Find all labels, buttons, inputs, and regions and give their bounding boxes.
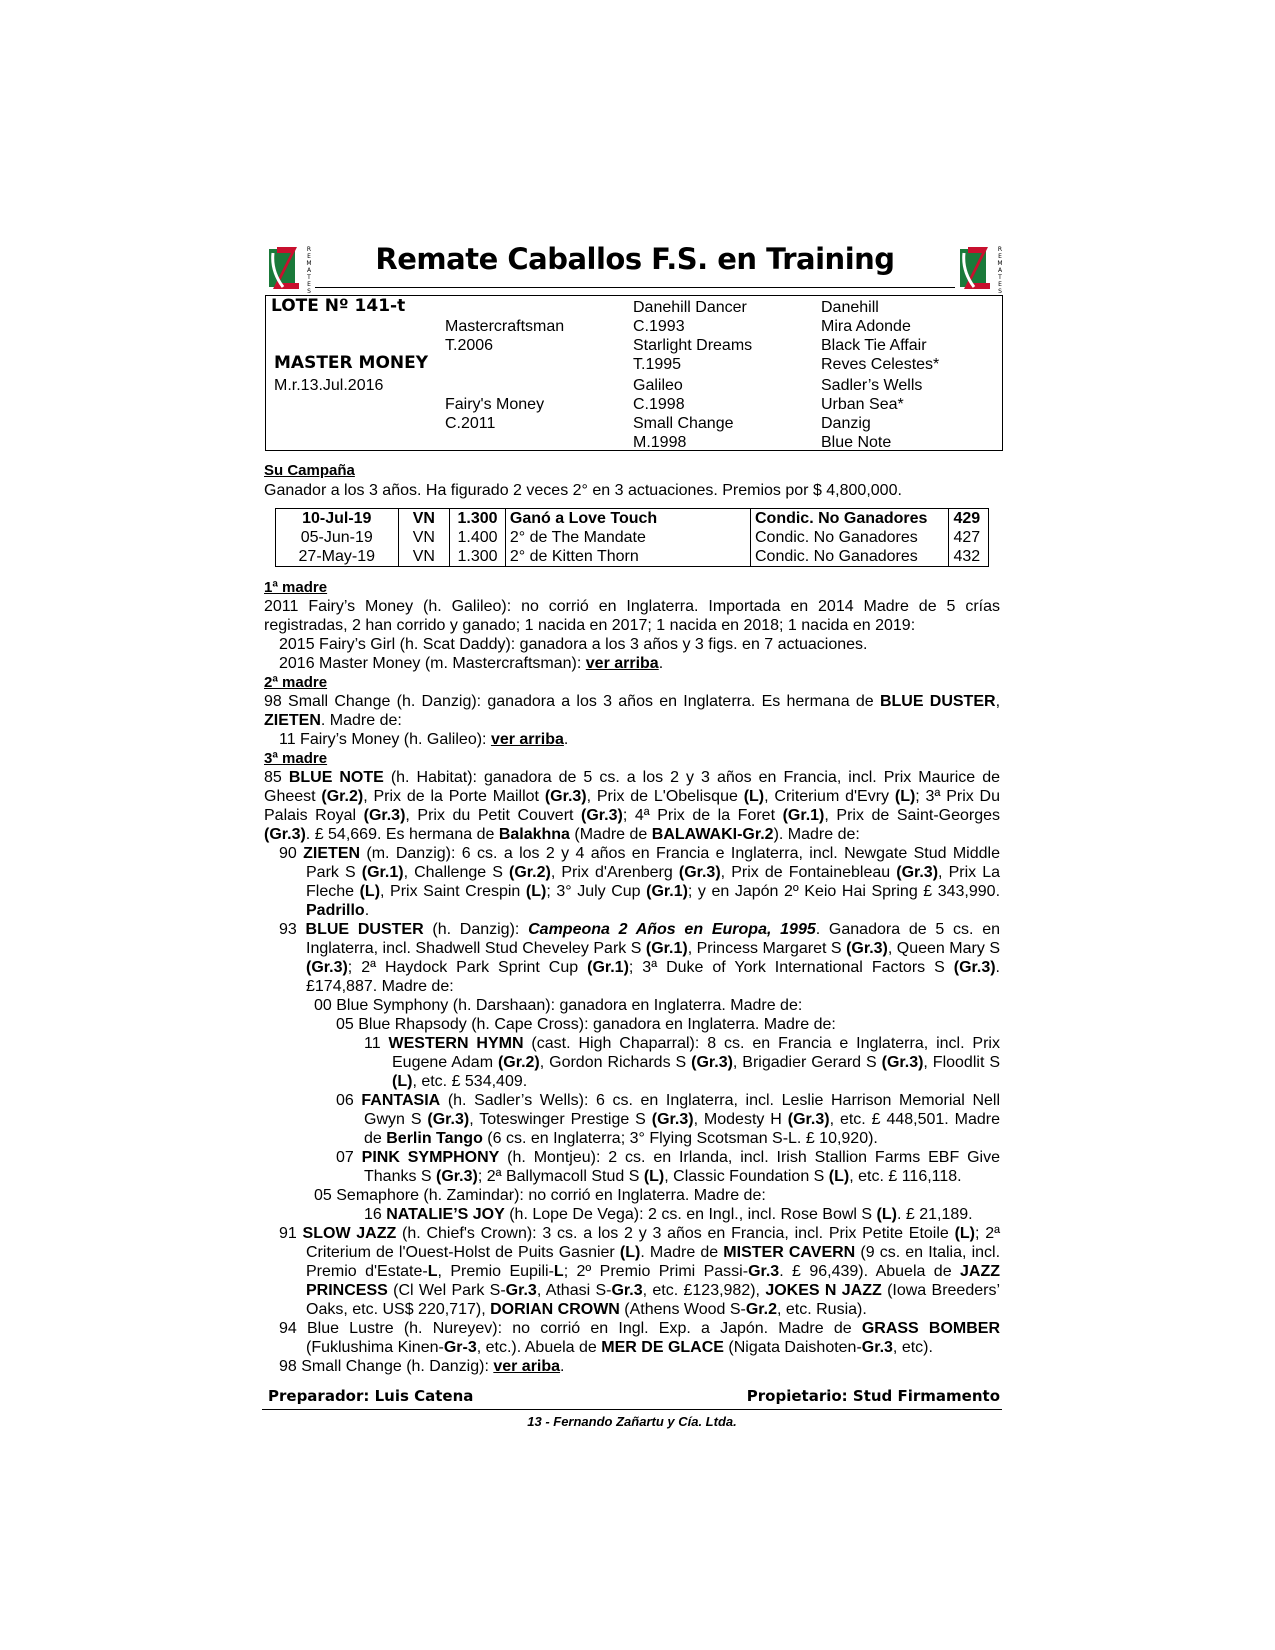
emphasis-text: (Gr.3) — [896, 864, 939, 881]
pedigree-paragraph — [264, 1319, 1000, 1357]
body-text: , Prix Saint Crespin — [380, 883, 526, 900]
body-text: 00 Blue Symphony (h. Darshaan): ganadora en Inglaterra. Madre de: — [314, 997, 803, 1014]
emphasis-text: Gr.3 — [748, 1263, 780, 1280]
horse-birth: M.r.13.Jul.2016 — [274, 377, 384, 394]
emphasis-text: FANTASIA — [361, 1092, 441, 1109]
section-heading — [264, 673, 1000, 692]
campaign-summary: Ganador a los 3 años. Ha figurado 2 veces 2° en 3 actuaciones. Premios por $ 4,800,000. — [264, 482, 902, 499]
pedigree-paragraph — [264, 730, 1000, 749]
pedigree-box — [265, 295, 1003, 451]
owner-label: Propietario: Stud Firmamento — [746, 1387, 1000, 1405]
emphasis-text: (L) — [392, 1073, 413, 1090]
body-text: (6 cs. en Inglaterra; 3° Flying Scotsman S-L. £ 10,920). — [482, 1130, 878, 1147]
body-text: , etc). — [892, 1339, 933, 1356]
body-text: (m. Danzig): 6 cs. a los 2 y 4 años en Francia e Inglaterra, incl. Newgate Stud Middle Park S — [306, 845, 1000, 881]
zz-logo — [956, 243, 1010, 293]
pedigree-paragraph — [264, 1034, 1000, 1091]
body-text: , etc. £ 448,501. Madre de — [364, 1111, 1000, 1147]
campaign-heading: Su Campaña — [264, 462, 355, 479]
sire-name: Mastercraftsman — [445, 318, 565, 335]
emphasis-text: Gr-3 — [443, 1339, 477, 1356]
body-text: (Athens Wood S- — [619, 1301, 746, 1318]
emphasis-text: (L) — [894, 788, 916, 805]
race-result: Ganó a Love Touch — [505, 509, 750, 529]
body-text: , Queen Mary S — [887, 940, 1000, 957]
granddam-1: Starlight Dreams — [633, 337, 753, 354]
race-track: VN — [398, 528, 450, 547]
body-text: , Premio Eupili- — [437, 1263, 554, 1280]
emphasis-text: L — [553, 1263, 564, 1280]
body-text: , etc. Rusia). — [776, 1301, 867, 1318]
race-distance: 1.400 — [450, 528, 506, 547]
body-text: ). Madre de: — [773, 826, 860, 843]
race-result: 2° de Kitten Thorn — [505, 547, 750, 567]
emphasis-text: (Gr.1) — [587, 959, 629, 976]
emphasis-text: Campeona 2 Años en Europa, 1995 — [528, 921, 816, 938]
emphasis-text: (Gr.3) — [427, 1111, 470, 1128]
emphasis-text: BLUE DUSTER — [305, 921, 424, 938]
pedigree-paragraph — [264, 1224, 1000, 1319]
race-number: 429 — [949, 509, 989, 529]
emphasis-text: ver arriba — [585, 655, 659, 672]
body-text: ; 3ª Duke of York International Factors S — [628, 959, 954, 976]
svg-text:R: R — [997, 246, 1003, 253]
body-text: 05 Blue Rhapsody (h. Cape Cross): ganadora en Inglaterra. Madre de: — [336, 1016, 836, 1033]
body-text: (h. Sadler’s Wells): 6 cs. en Inglaterra, incl. Leslie Harrison Memorial Nell Gwyn S — [364, 1092, 1001, 1128]
emphasis-text: (L) — [828, 1168, 850, 1185]
ancestor-5: Sadler’s Wells — [821, 377, 923, 394]
granddam-2: Small Change — [633, 415, 734, 432]
body-text: ; y en Japón 2º Keio Hai Spring £ 343,990. — [687, 883, 1001, 900]
pedigree-paragraph — [264, 768, 1000, 844]
body-text: , Prix de Fontainebleau — [720, 864, 897, 881]
svg-text:R: R — [306, 246, 312, 253]
pedigree-paragraph — [264, 1148, 1000, 1186]
race-number: 432 — [949, 547, 989, 567]
ancestor-8: Blue Note — [821, 434, 892, 451]
body-text: , Modesty H — [693, 1111, 788, 1128]
emphasis-text: ZIETEN — [264, 712, 321, 729]
table-row — [276, 547, 989, 567]
emphasis-text: (Gr.1) — [361, 864, 404, 881]
body-text: 1ª madre — [264, 579, 328, 596]
body-text: , — [995, 693, 1001, 710]
body-text: (9 cs. en Italia, incl. Premio d'Estate- — [306, 1244, 1001, 1280]
emphasis-text: PINK SYMPHONY — [361, 1149, 500, 1166]
race-date: 10-Jul-19 — [302, 510, 372, 527]
body-text: , etc. £123,982), — [642, 1282, 766, 1299]
emphasis-text: (L) — [643, 1168, 665, 1185]
emphasis-text: (Gr.2) — [497, 1054, 540, 1071]
horse-name: MASTER MONEY — [274, 353, 429, 373]
body-text: 85 — [264, 769, 289, 786]
emphasis-text: WESTERN HYMN — [388, 1035, 524, 1052]
body-text: (Cl Wel Park S- — [387, 1282, 506, 1299]
body-text: 11 — [364, 1035, 389, 1052]
race-track: VN — [398, 547, 450, 567]
race-track: VN — [398, 509, 450, 529]
emphasis-text: (Gr.3) — [787, 1111, 830, 1128]
body-text: (Nigata Daishoten- — [723, 1339, 862, 1356]
body-text: ; 2º Premio Primi Passi- — [563, 1263, 749, 1280]
emphasis-text: BLUE DUSTER — [879, 693, 996, 710]
race-condition: Condic. No Ganadores — [750, 509, 949, 529]
body-text: (cast. High Chaparral): 8 cs. en Francia e Inglaterra, incl. Prix Eugene Adam — [392, 1035, 1000, 1071]
body-text: 94 Blue Lustre (h. Nureyev): no corrió en Ingl. Exp. a Japón. Madre de — [279, 1320, 862, 1337]
body-text: , Classic Foundation S — [664, 1168, 829, 1185]
race-condition: Condic. No Ganadores — [750, 547, 949, 567]
emphasis-text: Balakhna — [498, 826, 570, 843]
body-text: (h. Chief's Crown): 3 cs. a los 2 y 3 años en Francia, incl. Prix Petite Etoile — [396, 1225, 955, 1242]
pedigree-paragraph — [264, 1091, 1000, 1148]
svg-text:A: A — [306, 267, 312, 274]
race-number: 427 — [949, 528, 989, 547]
body-text: (Iowa Breeders’ Oaks, etc. US$ 220,717), — [306, 1282, 1001, 1318]
page-title: Remate Caballos F.S. en Training — [375, 242, 895, 276]
grandsire-1: Danehill Dancer — [633, 299, 747, 316]
ancestor-4: Reves Celestes* — [821, 356, 940, 373]
emphasis-text: (Gr.2) — [321, 788, 364, 805]
race-date: 27-May-19 — [298, 548, 376, 565]
emphasis-text: BLUE NOTE — [288, 769, 384, 786]
body-text: 91 — [279, 1225, 303, 1242]
body-text: 98 Small Change (h. Danzig): — [279, 1358, 494, 1375]
body-text: ; 2ª Ballymacoll Stud S — [477, 1168, 644, 1185]
body-text: 16 — [364, 1206, 387, 1223]
dam-year: C.2011 — [445, 415, 496, 432]
body-text: , Prix de la Porte Maillot — [363, 788, 545, 805]
footer-divider — [262, 1409, 1002, 1410]
pedigree-paragraph — [264, 597, 1000, 635]
body-text: ; 2ª Haydock Park Sprint Cup — [347, 959, 588, 976]
body-text: (Madre de — [569, 826, 652, 843]
body-text: , Toteswinger Prestige S — [469, 1111, 652, 1128]
race-result: 2° de The Mandate — [505, 528, 750, 547]
body-text: 3ª madre — [264, 750, 328, 767]
emphasis-text: (Gr.3) — [264, 826, 306, 843]
emphasis-text: SLOW JAZZ — [302, 1225, 397, 1242]
emphasis-text: (Gr.3) — [678, 864, 721, 881]
page-footer: 13 - Fernando Zañartu y Cía. Ltda. — [527, 1414, 737, 1429]
body-text: , etc.). Abuela de — [476, 1339, 602, 1356]
body-text: . £ 21,189. — [896, 1206, 973, 1223]
lot-number: LOTE Nº 141-t — [271, 296, 406, 316]
emphasis-text: (L) — [359, 883, 381, 900]
svg-text:E: E — [307, 253, 311, 260]
body-text: (h. Habitat): ganadora de 5 cs. a los 2 y 3 años en Francia, incl. Prix Maurice de Gheest — [264, 769, 1001, 805]
pedigree-paragraph — [264, 996, 1000, 1015]
emphasis-text: (L) — [619, 1244, 641, 1261]
race-distance: 1.300 — [450, 509, 506, 529]
ancestor-1: Danehill — [821, 299, 879, 316]
svg-text:M: M — [997, 260, 1003, 267]
emphasis-text: (Gr.1) — [782, 807, 825, 824]
emphasis-text: (Gr.3) — [306, 959, 348, 976]
body-text: (h. Lope De Vega): 2 cs. en Ingl., incl. Rose Bowl S — [504, 1206, 877, 1223]
body-text: ; 4ª Prix de la Foret — [622, 807, 783, 824]
body-text: . — [563, 731, 569, 748]
emphasis-text: (Gr.3) — [846, 940, 888, 957]
body-text: (h. Montjeu): 2 cs. en Irlanda, incl. Irish Stallion Farms EBF Give Thanks S — [364, 1149, 1000, 1185]
body-text: 90 — [279, 845, 304, 862]
body-text: 2ª madre — [264, 674, 328, 691]
emphasis-text: JOKES N JAZZ — [765, 1282, 882, 1299]
body-text: , Criterium d'Evry — [764, 788, 895, 805]
emphasis-text: (Gr.3) — [651, 1111, 694, 1128]
body-text: 2011 Fairy’s Money (h. Galileo): no corrió en Inglaterra. Importada en 2014 Madre de 5 crías registradas, 2 han corrido y ganado; 1 nacida en 2017; 1 nacida en 2018; 1 nacida en 2019: — [264, 598, 1000, 634]
granddam-2-year: M.1998 — [633, 434, 687, 451]
body-text: , Prix La Fleche — [306, 864, 1001, 900]
emphasis-text: (L) — [743, 788, 765, 805]
trainer-label: Preparador: Luis Catena — [268, 1387, 474, 1405]
body-text: , Prix de L'Obelisque — [586, 788, 744, 805]
pedigree-paragraph — [264, 692, 1000, 730]
body-text: , Gordon Richards S — [539, 1054, 692, 1071]
emphasis-text: GRASS BOMBER — [861, 1320, 1001, 1337]
body-text: 93 — [279, 921, 306, 938]
emphasis-text: (Gr.3) — [544, 788, 587, 805]
sire-year: T.2006 — [445, 337, 494, 354]
pedigree-paragraph — [264, 920, 1000, 996]
svg-text:E: E — [307, 281, 311, 288]
emphasis-text: (Gr.3) — [881, 1054, 924, 1071]
body-text: . Madre de — [640, 1244, 724, 1261]
body-text: . — [560, 1358, 565, 1375]
svg-text:M: M — [306, 260, 312, 267]
emphasis-text: L — [427, 1263, 438, 1280]
family-section — [264, 578, 1000, 1376]
emphasis-text: Gr.3 — [861, 1339, 893, 1356]
race-distance: 1.300 — [450, 547, 506, 567]
body-text: 05 Semaphore (h. Zamindar): no corrió en Inglaterra. Madre de: — [314, 1187, 766, 1204]
body-text: 07 — [336, 1149, 362, 1166]
emphasis-text: (Gr.3) — [363, 807, 406, 824]
granddam-1-year: T.1995 — [633, 356, 682, 373]
emphasis-text: NATALIE’S JOY — [386, 1206, 505, 1223]
section-heading — [264, 578, 1000, 597]
emphasis-text: MER DE GLACE — [601, 1339, 724, 1356]
pedigree-paragraph — [264, 1015, 1000, 1034]
ancestor-2: Mira Adonde — [821, 318, 911, 335]
pedigree-paragraph — [264, 635, 1000, 654]
emphasis-text: Padrillo — [306, 902, 365, 919]
body-text: 2016 Master Money (m. Mastercraftsman): — [279, 655, 586, 672]
table-row — [276, 528, 989, 547]
race-date: 05-Jun-19 — [300, 529, 373, 546]
emphasis-text: ZIETEN — [303, 845, 361, 862]
grandsire-2-year: C.1998 — [633, 396, 685, 413]
body-text: , Challenge S — [403, 864, 510, 881]
ancestor-7: Danzig — [821, 415, 871, 432]
pedigree-paragraph — [264, 654, 1000, 673]
body-text: , Floodlit S — [923, 1054, 1000, 1071]
emphasis-text: MISTER CAVERN — [723, 1244, 856, 1261]
body-text: ; 3° July Cup — [546, 883, 647, 900]
svg-text:S: S — [998, 288, 1002, 293]
emphasis-text: Berlin Tango — [386, 1130, 483, 1147]
pedigree-paragraph — [264, 1357, 1000, 1376]
body-text: . Ganadora de 5 cs. en Inglaterra, incl. Shadwell Stud Cheveley Park S — [306, 921, 1001, 957]
svg-text:T: T — [307, 274, 311, 281]
body-text: . Madre de: — [320, 712, 402, 729]
body-text: 98 Small Change (h. Danzig): ganadora a los 3 años en Inglaterra. Es hermana de — [264, 693, 880, 710]
svg-text:E: E — [998, 253, 1002, 260]
emphasis-text: Gr.3 — [611, 1282, 643, 1299]
ancestor-6: Urban Sea* — [821, 396, 904, 413]
body-text: (Fuklushima Kinen- — [306, 1339, 444, 1356]
body-text: , Brigadier Gerard S — [732, 1054, 882, 1071]
pedigree-paragraph — [264, 1205, 1000, 1224]
body-text: . — [364, 902, 370, 919]
body-text: , Princess Margaret S — [687, 940, 847, 957]
race-condition: Condic. No Ganadores — [750, 528, 949, 547]
emphasis-text: (Gr.3) — [953, 959, 996, 976]
emphasis-text: (L) — [876, 1206, 897, 1223]
emphasis-text: JAZZ PRINCESS — [306, 1263, 1001, 1299]
emphasis-text: ver ariba — [493, 1358, 561, 1375]
title-divider — [315, 287, 955, 288]
section-heading — [264, 749, 1000, 768]
emphasis-text: BALAWAKI-Gr.2 — [651, 826, 774, 843]
emphasis-text: (Gr.2) — [509, 864, 551, 881]
body-text: (h. Danzig): — [423, 921, 529, 938]
body-text: . £ 96,439). Abuela de — [779, 1263, 961, 1280]
body-text: , Prix du Petit Couvert — [405, 807, 582, 824]
svg-text:E: E — [998, 281, 1002, 288]
body-text: , Prix d'Arenberg — [550, 864, 679, 881]
body-text: . £ 54,669. Es hermana de — [305, 826, 499, 843]
body-text: , Athasi S- — [536, 1282, 612, 1299]
emphasis-text: (Gr.1) — [645, 940, 688, 957]
emphasis-text: ver arriba — [490, 731, 564, 748]
emphasis-text: (Gr.3) — [436, 1168, 478, 1185]
body-text: ; 3ª Prix Du Palais Royal — [264, 788, 1001, 824]
svg-text:T: T — [998, 274, 1002, 281]
ancestor-3: Black Tie Affair — [821, 337, 927, 354]
pedigree-paragraph — [264, 1186, 1000, 1205]
svg-text:S: S — [307, 288, 311, 293]
emphasis-text: Gr.3 — [505, 1282, 537, 1299]
table-row — [276, 509, 989, 529]
body-text: , etc. £ 534,409. — [412, 1073, 528, 1090]
pedigree-paragraph — [264, 844, 1000, 920]
body-text: , Prix de Saint-Georges — [824, 807, 1001, 824]
body-text: 2015 Fairy’s Girl (h. Scat Daddy): ganadora a los 3 años y 3 figs. en 7 actuaciones. — [279, 636, 868, 653]
emphasis-text: (L) — [954, 1225, 975, 1242]
grandsire-2: Galileo — [633, 377, 683, 394]
emphasis-text: DORIAN CROWN — [490, 1301, 620, 1318]
emphasis-text: Gr.2 — [745, 1301, 777, 1318]
grandsire-1-year: C.1993 — [633, 318, 685, 335]
svg-text:A: A — [997, 267, 1003, 274]
body-text: , etc. £ 116,118. — [849, 1168, 962, 1185]
body-text: ; 2ª Criterium de l'Ouest-Holst de Puits Gasnier — [306, 1225, 1001, 1261]
body-text: . — [658, 655, 664, 672]
emphasis-text: (Gr.3) — [581, 807, 623, 824]
race-table — [275, 508, 989, 567]
emphasis-text: (Gr.3) — [691, 1054, 733, 1071]
body-text: 11 Fairy’s Money (h. Galileo): — [279, 731, 491, 748]
zz-logo — [265, 243, 319, 293]
dam-name: Fairy's Money — [445, 396, 545, 413]
body-text: . £174,887. Madre de: — [306, 959, 1000, 995]
emphasis-text: (Gr.1) — [646, 883, 688, 900]
body-text: 06 — [336, 1092, 362, 1109]
emphasis-text: (L) — [525, 883, 547, 900]
